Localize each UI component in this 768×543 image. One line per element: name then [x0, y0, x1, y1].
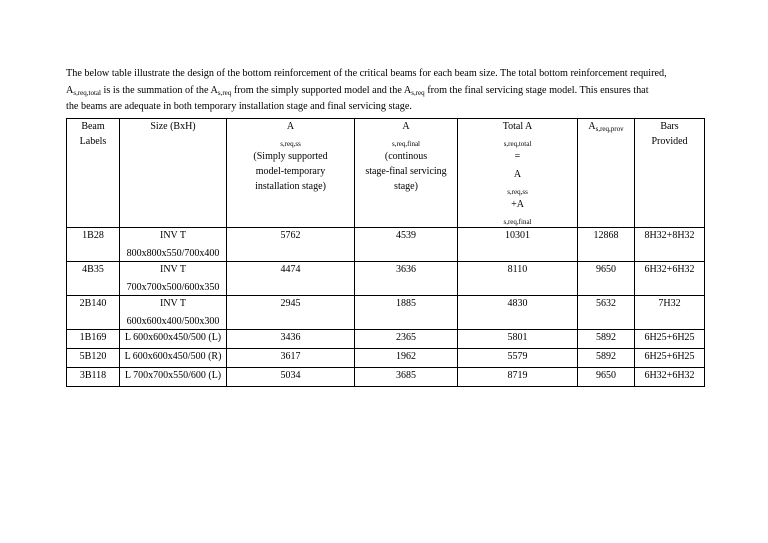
- table-row: [67, 368, 705, 387]
- as-req-ss-cell: 3436: [227, 330, 355, 349]
- bars-provided-cell: 6H32+6H32: [635, 262, 705, 296]
- size-cell: INV T 800x800x550/700x400: [120, 228, 227, 262]
- total-as-req-cell: 10301: [458, 228, 578, 262]
- beam-label-cell: 1B169: [67, 330, 120, 349]
- as-req-final-cell: 4539: [355, 228, 458, 262]
- total-as-req-cell: 8110: [458, 262, 578, 296]
- bars-provided-cell: 6H25+6H25: [635, 349, 705, 368]
- intro-line-1: The below table illustrate the design of the bottom reinforcement of the critical beams for each beam size. The total bottom reinforcement required,: [66, 68, 667, 79]
- header-size: Size (BxH): [120, 119, 227, 228]
- as-prov-cell: 9650: [578, 262, 635, 296]
- as-prov-cell: 5892: [578, 349, 635, 368]
- table-row: [67, 349, 705, 368]
- bars-provided-cell: 6H32+6H32: [635, 368, 705, 387]
- bars-provided-cell: 8H32+8H32: [635, 228, 705, 262]
- table-header-row: [67, 119, 705, 228]
- size-cell: L 600x600x450/500 (L): [120, 330, 227, 349]
- as-req-final-cell: 3685: [355, 368, 458, 387]
- total-as-req-cell: 5801: [458, 330, 578, 349]
- as-req-final-cell: 1962: [355, 349, 458, 368]
- as-req-ss-cell: 5034: [227, 368, 355, 387]
- beam-label-cell: 3B118: [67, 368, 120, 387]
- as-req-ss-cell: 3617: [227, 349, 355, 368]
- as-prov-cell: 5892: [578, 330, 635, 349]
- beam-label-cell: 2B140: [67, 296, 120, 330]
- beam-label-cell: 1B28: [67, 228, 120, 262]
- bars-provided-cell: 7H32: [635, 296, 705, 330]
- header-as-req-prov: $A_{s,req,prov}$: [578, 119, 635, 228]
- size-cell: L 700x700x550/600 (L): [120, 368, 227, 387]
- as-req-ss-cell: 4474: [227, 262, 355, 296]
- total-as-req-cell: 5579: [458, 349, 578, 368]
- size-cell: L 600x600x450/500 (R): [120, 349, 227, 368]
- header-total-as-req: Total A $_{s,req,total}$ = A $_{s,req,ss}$ +A $_{s,req,final}$: [458, 119, 578, 228]
- total-as-req-cell: 8719: [458, 368, 578, 387]
- intro-line-2: $A_{s,req,total}$ is is the summation of the $A_{s,req}$ from the simply supported model and the $A_{s,req}$ from the final servicing stage model. This ensures that: [66, 84, 649, 97]
- as-req-final-cell: 2365: [355, 330, 458, 349]
- as-req-final-cell: 3636: [355, 262, 458, 296]
- reinforcement-design-table: [66, 118, 705, 387]
- as-req-ss-cell: 2945: [227, 296, 355, 330]
- intro-line-3: the beams are adequate in both temporary installation stage and final servicing stage.: [66, 101, 412, 112]
- header-as-req-ss: A $_{s,req,ss}$ (Simply supported model-temporary installation stage): [227, 119, 355, 228]
- header-as-req-final: A $_{s,req,final}$ (continous stage-final servicing stage): [355, 119, 458, 228]
- header-bars-provided: Bars Provided: [635, 119, 705, 228]
- intro-paragraph: [66, 66, 706, 116]
- table-row: [67, 262, 705, 296]
- header-beam-labels: Beam Labels: [67, 119, 120, 228]
- size-cell: INV T 700x700x500/600x350: [120, 262, 227, 296]
- as-req-final-cell: 1885: [355, 296, 458, 330]
- beam-label-cell: 5B120: [67, 349, 120, 368]
- as-prov-cell: 9650: [578, 368, 635, 387]
- beam-label-cell: 4B35: [67, 262, 120, 296]
- as-prov-cell: 5632: [578, 296, 635, 330]
- bars-provided-cell: 6H25+6H25: [635, 330, 705, 349]
- table-row: [67, 330, 705, 349]
- as-req-ss-cell: 5762: [227, 228, 355, 262]
- table-row: [67, 228, 705, 262]
- as-prov-cell: 12868: [578, 228, 635, 262]
- total-as-req-cell: 4830: [458, 296, 578, 330]
- table-row: [67, 296, 705, 330]
- size-cell: INV T 600x600x400/500x300: [120, 296, 227, 330]
